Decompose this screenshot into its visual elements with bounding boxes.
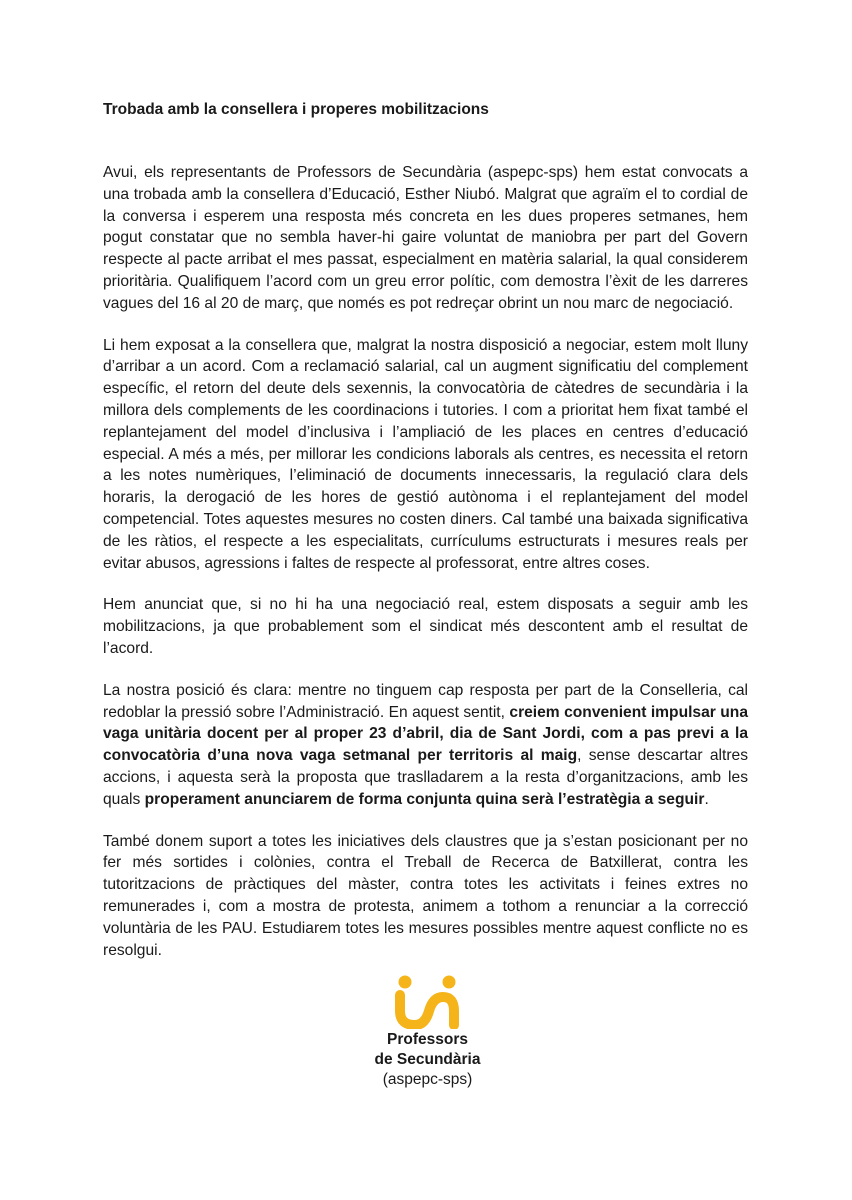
paragraph-4 [103,680,748,811]
logo-line-3: (aspepc-sps) [382,1071,473,1088]
paragraph-4-text-2: , sense descartar altres accions, i aquesta serà la proposta que traslladarem a la resta d’organitzacions, amb les quals [103,747,749,808]
two-people-figure-icon [393,975,461,1029]
paragraph-3: Hem anunciat que, si no hi ha una negociació real, estem disposats a seguir amb les mobilitzacions, ja que probablement som el sindicat més descontent amb el resultat de l’acord. [103,596,748,657]
paragraph-4-text-1: La nostra posició és clara: mentre no tinguem cap resposta per part de la Conselleria, cal redoblar la pressió sobre l’Administració. En aquest sentit, [103,681,748,721]
paragraph-4-bold-2: properament anunciarem de forma conjunta quina serà l’estratègia a seguir [144,790,705,808]
document-body [103,162,748,981]
paragraph-1: Avui, els representants de Professors de Secundària (aspepc-sps) hem estat convocats a una trobada amb la consellera d’Educació, Esther Niubó. Malgrat que agraïm el to cordial de la conversa i esperem una resposta més concreta en les dues properes setmanes, hem pogut constatar que no sembla haver-hi gaire voluntat de maniobra per part del Govern respecte al pacte arribat el mes passat, especialment en matèria salarial, la qual considerem prioritària. Qualifiquem l’acord com un greu error polític, com demostra l’èxit de les darreres vagues del 16 al 20 de març, que només es pot redreçar obrint un nou marc de negociació. [103,164,748,312]
document-title: Trobada amb la consellera i properes mobilitzacions [103,101,489,118]
organization-logo [340,975,515,1100]
paragraph-4-bold-1: creiem convenient impulsar una vaga unitària docent per al proper 23 d’abril, dia de Sant Jordi, com a pas previ a la convocatòria d’una nova vaga setmanal per territoris al maig [103,703,748,765]
logo-line-1: Professors [387,1031,468,1048]
paragraph-5: També donem suport a totes les iniciatives dels claustres que ja s’estan posicionant per no fer més sortides i colònies, contra el Treball de Recerca de Batxillerat, contra les tutoritzacions de pràctiques del màster, contra totes les activitats i feines extres no remunerades i, com a mostra de protesta, animem a tothom a renunciar a la correcció voluntària de les PAU. Estudiarem totes les mesures possibles mentre aquest conflicte no es resolgui. [103,832,748,959]
logo-line-2: de Secundària [374,1051,481,1068]
paragraph-2: Li hem exposat a la consellera que, malgrat la nostra disposició a negociar, estem molt lluny d’arribar a un acord. Com a reclamació salarial, cal un augment significatiu del complement específic, el retorn del deute dels sexennis, la convocatòria de càtedres de secundària i la millora dels complements de les coordinacions i tutories. I com a prioritat hem fixat també el replantejament del model d’inclusiva i l’ampliació de les places en centres d’educació especial. A més a més, per millorar les condicions laborals als centres, es necessita el retorn a les notes numèriques, l’eliminació de documents innecessaris, la regulació clara dels horaris, la derogació de les hores de gestió autònoma i el replantejament del model competencial. Totes aquestes mesures no costen diners. Cal també una baixada significativa de les ràtios, el respecte a les especialitats, currículums estructurats i mesures reals per evitar abusos, agressions i faltes de respecte al professorat, entre altres coses. [103,336,748,572]
paragraph-4-text-3: . [704,790,709,808]
